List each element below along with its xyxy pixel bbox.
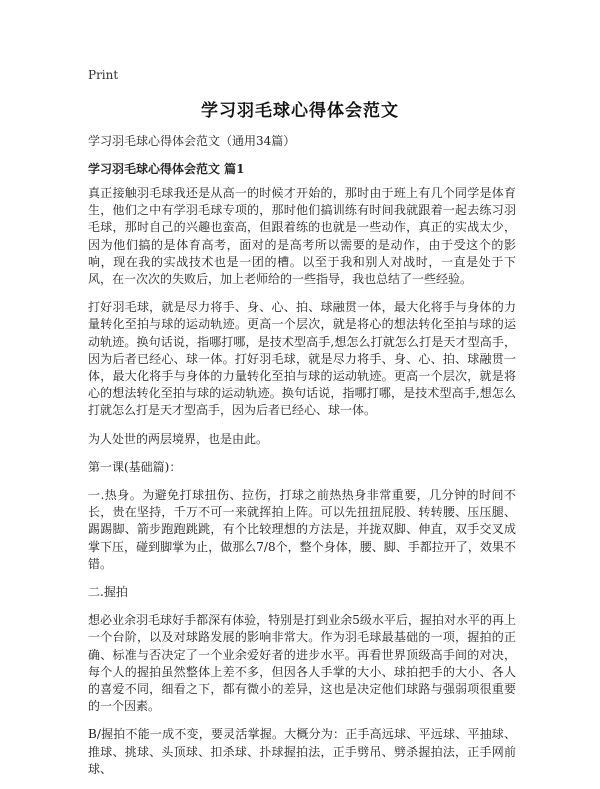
- paragraph-warmup: 一.热身。为避免打球扭伤、拉伤，打球之前热热身非常重要，几分钟的时间不长，贵在坚持，千万不可一来就挥拍上阵。可以先扭扭屁股、转转腰、压压腿、踢踢脚、箭步跑跑跳跳，有个比较理想的方法是，并拢双脚、伸直，双手交叉成掌下压，碰到脚掌为止，做那么7/8个，整个身体，腰、脚、手都拉开了，效果不错。: [88, 488, 516, 571]
- paragraph-lesson-heading: 第一课(基础篇)：: [88, 459, 182, 474]
- paragraph-grip-flexible: B/握拍不能一成不变，要灵活掌握。大概分为：正手高远球、平远球、平抽球、推球、挑球、头顶球、扣杀球、扑球握拍法，正手劈吊、劈杀握拍法，正手网前球、: [88, 727, 516, 776]
- document-title: 学习羽毛球心得体会范文: [201, 101, 399, 121]
- paragraph-principle: 为人处世的两层境界，也是由此。: [88, 431, 269, 446]
- paragraph-intro: 真正接触羽毛球我还是从高一的时候才开始的，那时由于班上有几个同学是体育生，他们之中有学羽毛球专项的，那时他们搞训练有时间我就跟着一起去练习羽毛球，那时自己的兴趣也蛮高，但跟着练的也就是一些动作，真正的实战太少，因为他们搞的是体育高考，面对的是高考所以需要的是动作，由于受这个的影响，现在我的实战技术也是一团的槽。以至于我和别人对战时，一直是处于下风，在一次次的失败后，加上老师给的一些指导，我也总结了一些经验。: [88, 186, 516, 287]
- document-subtitle: 学习羽毛球心得体会范文（通用34篇）: [88, 134, 296, 148]
- print-label[interactable]: Print: [88, 68, 119, 82]
- paragraph-technique: 打好羽毛球，就是尽力将手、身、心、拍、球融贯一体，最大化将手与身体的力量转化至拍与球的运动轨迹。更高一个层次，就是将心的想法转化至拍与球的运动轨迹。换句话说，指哪打哪，是技术型高手,想怎么打就怎么打是天才型高手，因为后者已经心、球一体。打好羽毛球，就是尽力将手、身、心、拍、球融贯一体，最大化将手与身体的力量转化至拍与球的运动轨迹。更高一个层次，就是将心的想法转化至拍与球的运动轨迹。换句话说，指哪打哪，是技术型高手,想怎么打就怎么打是天才型高手，因为后者已经心、球一体。: [88, 300, 516, 418]
- section-heading: 学习羽毛球心得体会范文 篇1: [88, 162, 245, 176]
- paragraph-grip: 想必业余羽毛球好手都深有体验，特别是打到业余5级水平后，握拍对水平的再上一个台阶，以及对球路发展的影响非常大。作为羽毛球最基础的一项，握拍的正确、标准与否决定了一个业余爱好者的进步水平。再看世界顶级高手间的对决，每个人的握拍虽然整体上差不多，但因各人手掌的大小、球拍把手的大小、各人的喜爱不同，细看之下，都有微小的差异，这也是决定他们球路与强弱项很重要的一个因素。: [88, 613, 516, 714]
- paragraph-grip-heading: 二.握拍: [88, 585, 128, 600]
- document-body: [88, 185, 516, 789]
